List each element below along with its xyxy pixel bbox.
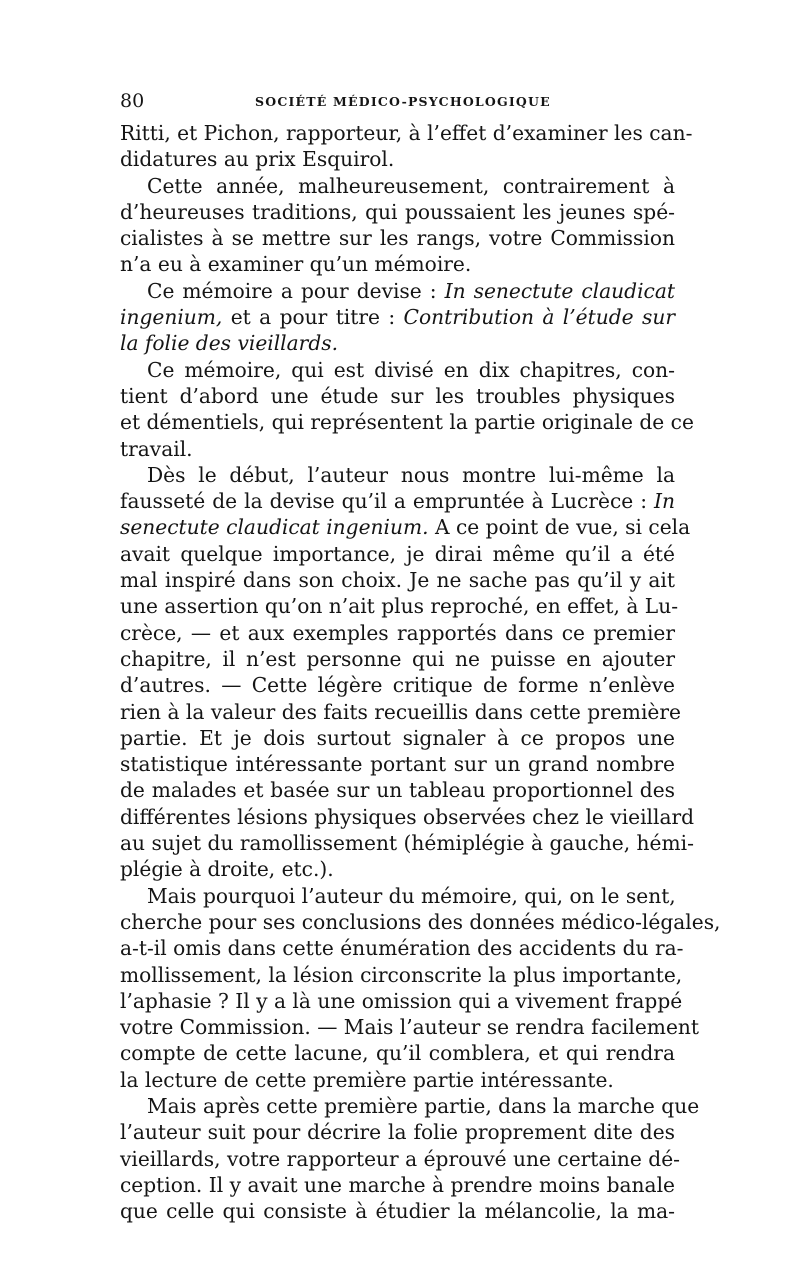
italic-text: senectute claudicat ingenium. [120, 515, 429, 540]
body-text [120, 120, 721, 1224]
text-run: partie. Et je dois surtout signaler à ce propos une [120, 725, 675, 750]
text-line [120, 567, 675, 593]
text-line [120, 593, 679, 619]
text-run: votre Commission. — Mais l’auteur se rendra facilement [120, 1015, 700, 1040]
text-run: avait quelque importance, je dirai même qu’il a été [120, 541, 675, 566]
text-run: au sujet du ramollissement (hémiplégie à gauche, hémi- [120, 831, 694, 856]
text-run: Dès le début, l’auteur nous montre lui-même la [147, 462, 675, 487]
text-line [120, 120, 693, 146]
italic-text: In [654, 489, 675, 514]
text-run: vieillards, votre rapporteur a éprouvé une certaine dé- [120, 1146, 680, 1171]
text-line [120, 935, 684, 961]
text-run: statistique intéressante portant sur un grand nombre [120, 752, 675, 777]
text-line [120, 646, 675, 672]
text-line [120, 962, 683, 988]
text-run: et démentiels, qui représentent la partie originale de ce [120, 410, 694, 435]
text-run: didatures au prix Esquirol. [120, 147, 395, 172]
text-run: la lecture de cette première partie intéressante. [120, 1067, 614, 1092]
italic-text: In senectute claudicat [444, 278, 675, 303]
text-run: une assertion qu’on n’ait plus reproché, en effet, à Lu- [120, 594, 679, 619]
text-line [120, 383, 675, 409]
text-run: n’a eu à examiner qu’un mémoire. [120, 252, 472, 277]
text-line [120, 278, 675, 304]
page-header [120, 90, 675, 120]
text-run: mal inspiré dans son choix. Je ne sache pas qu’il y ait [120, 568, 675, 593]
text-run: d’heureuses traditions, qui poussaient les jeunes spé- [120, 199, 675, 224]
text-line [120, 620, 675, 646]
text-line [120, 1014, 700, 1040]
text-line [120, 777, 675, 803]
text-line [120, 409, 694, 435]
italic-text: ingenium, [120, 305, 223, 330]
text-run: chapitre, il n’est personne qui ne puisse en ajouter [120, 646, 675, 671]
text-run: Ce mémoire a pour devise : [147, 278, 445, 303]
text-line [120, 856, 675, 882]
running-title: SOCIÉTÉ MÉDICO-PSYCHOLOGIQUE [255, 94, 551, 109]
text-line [120, 488, 675, 514]
text-run: cialistes à se mettre sur les rangs, votre Commission [120, 226, 675, 251]
text-run: cherche pour ses conclusions des données médico-légales, [120, 909, 721, 934]
text-line [120, 830, 694, 856]
text-run: ception. Il y avait une marche à prendre moins banale [120, 1172, 675, 1197]
italic-text: Contribution à l’étude sur [403, 305, 676, 330]
text-line [120, 1172, 675, 1198]
text-run: Mais après cette première partie, dans la marche que [147, 1093, 700, 1118]
text-line [120, 173, 675, 199]
text-line [120, 988, 683, 1014]
text-run: compte de cette lacune, qu’il comblera, et qui rendra [120, 1041, 675, 1066]
text-line [120, 146, 675, 172]
text-line [120, 1093, 700, 1119]
text-line [120, 304, 675, 330]
text-run: d’autres. — Cette légère critique de forme n’enlève [120, 673, 675, 698]
text-run: travail. [120, 436, 193, 461]
text-run: crèce, — et aux exemples rapportés dans ce premier [120, 620, 675, 645]
text-line [120, 330, 675, 356]
text-line [120, 804, 695, 830]
text-line [120, 541, 675, 567]
text-line [120, 1067, 675, 1093]
text-line [120, 1119, 675, 1145]
text-line [120, 1198, 675, 1224]
text-line [120, 1146, 680, 1172]
text-line [120, 199, 675, 225]
text-run: Ce mémoire, qui est divisé en dix chapitres, con- [147, 357, 675, 382]
text-line [120, 251, 675, 277]
page-number: 80 [120, 90, 145, 112]
text-run: de malades et basée sur un tableau proportionnel des [120, 778, 675, 803]
text-run: Ritti, et Pichon, rapporteur, à l’effet d’examiner les can- [120, 121, 693, 145]
text-line [120, 699, 681, 725]
text-run: a-t-il omis dans cette énumération des accidents du ra- [120, 936, 684, 961]
text-run: que celle qui consiste à étudier la mélancolie, la ma- [120, 1199, 675, 1224]
text-run: Cette année, malheureusement, contrairement à [147, 173, 675, 198]
text-line [120, 672, 675, 698]
page [120, 90, 721, 1224]
text-run: fausseté de la devise qu’il a empruntée à Lucrèce : [120, 489, 655, 514]
italic-text: la folie des vieillards. [120, 331, 339, 356]
text-line [120, 751, 675, 777]
text-line [120, 883, 675, 909]
text-run: Mais pourquoi l’auteur du mémoire, qui, on le sent, [147, 883, 676, 908]
text-line [120, 725, 675, 751]
text-line [120, 909, 721, 935]
text-run: et a pour titre : [222, 305, 404, 330]
text-run: différentes lésions physiques observées chez le vieillard [120, 804, 695, 829]
text-run: tient d’abord une étude sur les troubles physiques [120, 383, 675, 408]
text-line [120, 514, 691, 540]
text-run: l’auteur suit pour décrire la folie proprement dite des [120, 1120, 675, 1145]
text-run: l’aphasie ? Il y a là une omission qui a vivement frappé [120, 988, 683, 1013]
text-run: mollissement, la lésion circonscrite la plus importante, [120, 962, 683, 987]
text-run: plégie à droite, etc.). [120, 857, 334, 882]
text-line [120, 462, 675, 488]
text-line [120, 436, 675, 462]
text-line [120, 357, 675, 383]
text-run: A ce point de vue, si cela [428, 515, 691, 540]
text-run: rien à la valeur des faits recueillis dans cette première [120, 699, 681, 724]
text-line [120, 1040, 675, 1066]
text-line [120, 225, 675, 251]
